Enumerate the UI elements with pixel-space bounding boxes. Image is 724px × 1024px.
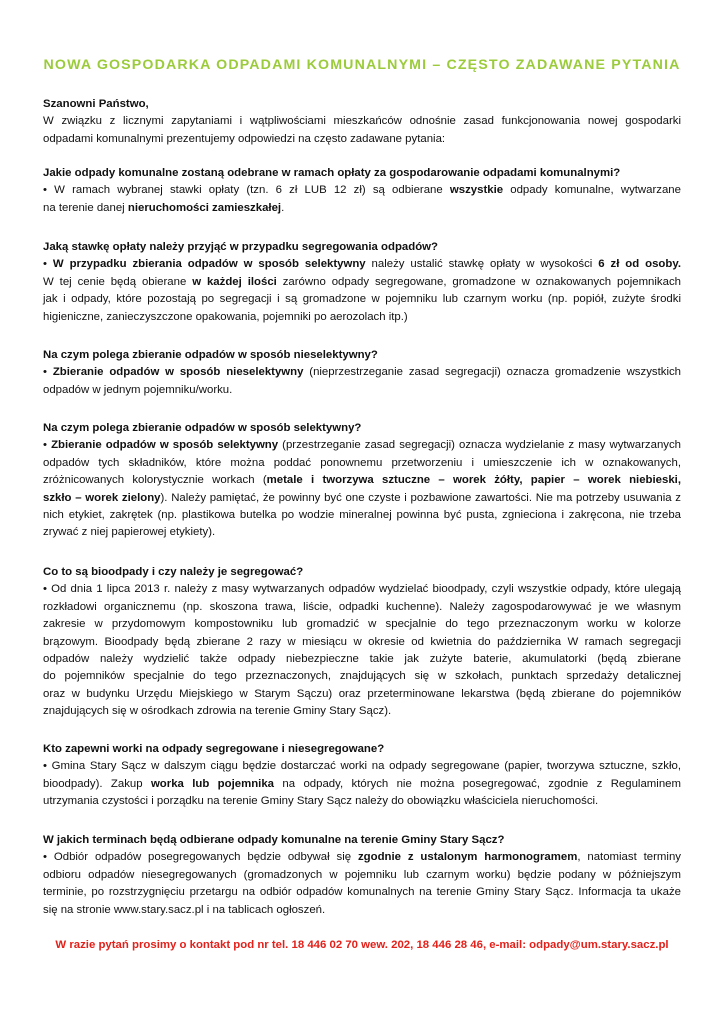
- faq-question: Jaką stawkę opłaty należy przyjąć w przypadku segregowania odpadów?: [43, 241, 439, 253]
- faq-answer-line: terminie, po rozstrzygnięciu przetargu na odbiór odpadów komunalnych na terenie Gminy Stary Sącz. Informacja ta ukaże: [43, 886, 681, 899]
- faq-question: Co to są bioodpady i czy należy je segregować?: [43, 566, 304, 578]
- faq-item-non-selective: [43, 347, 681, 399]
- faq-answer-line: odpadów w jednym pojemniku/worku.: [43, 383, 233, 396]
- faq-answer-line: odpadów należy wydzielić także odpady niebezpieczne takie jak zużyte baterie, akumulatorki (będą zbierane: [43, 653, 681, 666]
- faq-answer-line: zróżnicowanych kolorystycznie workach (metale i tworzywa sztuczne – worek żółty, papier – worek niebieski,: [43, 474, 681, 487]
- faq-answer-line: • Odbiór odpadów posegregowanych będzie odbywał się zgodnie z ustalonym harmonogramem, natomiast terminy: [43, 851, 681, 864]
- greeting: Szanowni Państwo,: [43, 98, 149, 110]
- faq-answer-line: • Gmina Stary Sącz w dalszym ciągu będzie dostarczać worki na odpady segregowane (papier, tworzywa sztuczne, szkło,: [43, 760, 681, 773]
- faq-answer-line: nich etykiet, zakrętek (np. plastikowa butelka po wodzie mineralnej powinna być pusta, zgnieciona i zakręcona, nie trzeba: [43, 509, 681, 522]
- faq-answer-line: bioodpady). Zakup worka lub pojemnika na odpady, których nie można posegregować, zgodnie z Regulaminem: [43, 777, 681, 790]
- faq-answer-line: • Zbieranie odpadów w sposób nieselektywny (nieprzestrzeganie zasad segregacji) oznacza gromadzenie wszystkich: [43, 366, 682, 379]
- faq-answer-line: zrywać z niej papierowej etykiety).: [43, 526, 216, 539]
- faq-answer-line: • W przypadku zbierania odpadów w sposób selektywny należy ustalić stawkę opłaty w wysokości 6 zł od osoby.: [43, 258, 681, 271]
- faq-answer-line: W tej cenie będą obierane w każdej ilości zarówno odpady segregowane, gromadzone w oznakowanych pojemnikach: [43, 275, 681, 288]
- faq-item-fee-rate: [43, 239, 681, 326]
- faq-answer-line: utrzymania czystości i porządku na terenie Gminy Stary Sącz należy do obowiązku właściciela nieruchomości.: [43, 795, 599, 808]
- faq-answer-line: jak i odpady, które pozostają po segregacji i są gromadzone w pojemniku lub czarnym worku (np. popiół, zużyte środki: [43, 293, 681, 306]
- faq-answer-line: znajdujących się w ośrodkach zdrowia na terenie Gminy Stary Sącz).: [43, 705, 392, 718]
- faq-question: Na czym polega zbieranie odpadów w sposób selektywny?: [43, 422, 362, 434]
- faq-answer-line: się na stronie www.stary.sacz.pl i na tablicach ogłoszeń.: [43, 903, 326, 916]
- faq-answer-line: do pojemników specjalnie do tego przeznaczonych, znajdujących się w szkołach, punktach sprzedaży detalicznej: [43, 670, 681, 683]
- contact-footer: W razie pytań prosimy o kontakt pod nr tel. 18 446 02 70 wew. 202, 18 446 28 46, e-mail: odpady@um.stary.sacz.pl: [55, 939, 669, 951]
- page-title: NOWA GOSPODARKA ODPADAMI KOMUNALNYMI – CZĘSTO ZADAWANE PYTANIA: [43, 57, 681, 73]
- faq-question: Kto zapewni worki na odpady segregowane i niesegregowane?: [43, 743, 385, 755]
- faq-answer-line: • Zbieranie odpadów w sposób selektywny (przestrzeganie zasad segregacji) oznacza wydzielanie z masy wytwarzanych: [43, 439, 682, 452]
- faq-answer-line: odpadów tych składników, które można poddać ponownemu przetworzeniu i umieszczenie ich w oznakowanych,: [43, 456, 681, 469]
- faq-answer-line: odbioru odpadów niesegregowanych (gromadzonych w pojemniku lub czarnym worku) będzie podany w późniejszym: [43, 868, 681, 881]
- faq-question: W jakich terminach będą odbierane odpady komunalne na terenie Gminy Stary Sącz?: [43, 834, 505, 846]
- faq-answer-line: higieniczne, zanieczyszczone opakowania, pojemniki po aerozolach itp.): [43, 310, 408, 323]
- faq-question: Jakie odpady komunalne zostaną odebrane w ramach opłaty za gospodarowanie odpadami komunalnymi?: [43, 167, 621, 179]
- faq-item-bags: [43, 741, 681, 811]
- faq-answer-line: zakresie w przydomowym kompostowniku lub gromadzić w specjalnie do tego przeznaczonym worku w kolorze: [43, 618, 681, 631]
- faq-answer-line: • W ramach wybranej stawki opłaty (tzn. 6 zł LUB 12 zł) są odbierane wszystkie odpady komunalne, wytwarzane: [43, 184, 681, 197]
- faq-item-included-waste: [43, 165, 681, 217]
- intro-section: [43, 96, 681, 148]
- faq-answer-line: na terenie danej nieruchomości zamieszkałej.: [43, 201, 285, 214]
- faq-answer-line: brązowym. Bioodpady będą zbierane 2 razy w miesiącu w okresie od kwietnia do października W ramach segregacji: [43, 635, 681, 648]
- faq-answer-line: • Od dnia 1 lipca 2013 r. należy z masy wytwarzanych odpadów wydzielać bioodpady, czyli wszystkie odpady, które ulegają: [43, 583, 681, 596]
- intro-line: W związku z licznymi zapytaniami i wątpliwościami mieszkańców odnośnie zasad funkcjonowania nowej gospodarki: [43, 115, 681, 128]
- faq-question: Na czym polega zbieranie odpadów w sposób nieselektywny?: [43, 349, 378, 361]
- faq-item-schedule: [43, 832, 681, 919]
- faq-item-biowaste: [43, 564, 681, 721]
- intro-line: odpadami komunalnymi prezentujemy odpowiedzi na często zadawane pytania:: [43, 132, 446, 145]
- faq-answer-line: rozkładowi organicznemu (np. skoszona trawa, liście, odpadki kuchenne). Należy zagospodarowywać je we własnym: [43, 600, 681, 613]
- faq-answer-line: szkło – worek zielony). Należy pamiętać, że powinny być one czyste i pozbawione zawartości. Nie ma potrzeby usuwania z: [43, 491, 681, 504]
- faq-item-selective: [43, 420, 681, 542]
- faq-answer-line: oraz w budynku Urzędu Miejskiego w Starym Sączu) oraz przeterminowane lekarstwa (będą zbierane do pojemników: [43, 687, 681, 700]
